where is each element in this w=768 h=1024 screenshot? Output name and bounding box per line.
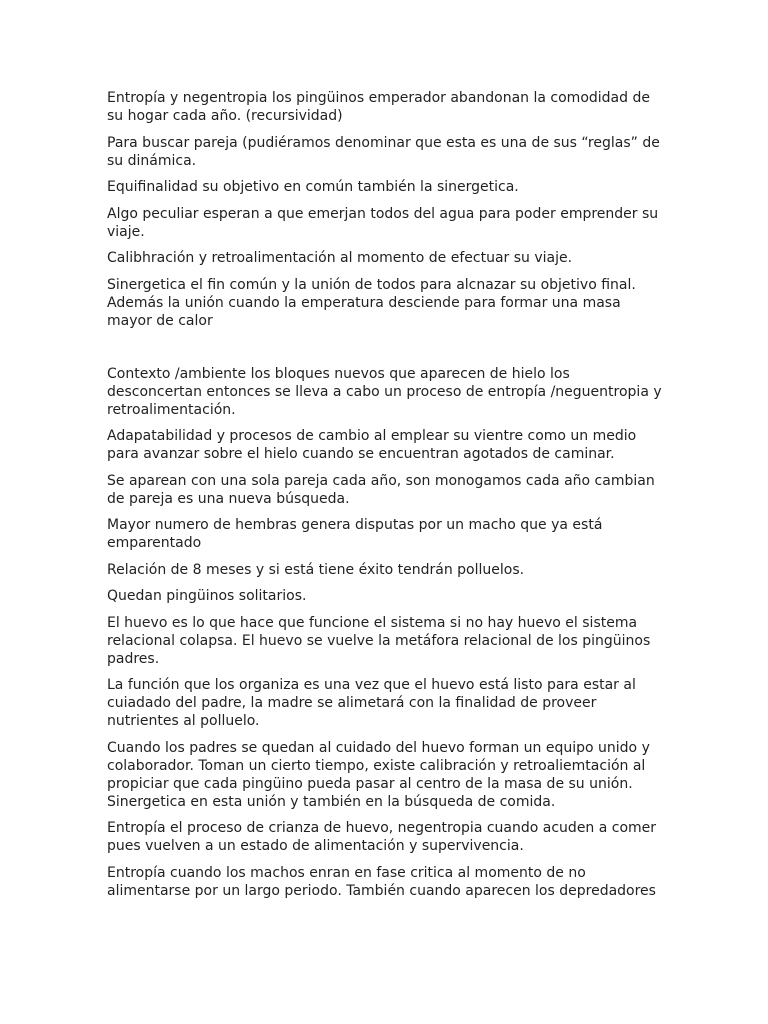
- paragraph: Para buscar pareja (pudiéramos denominar que esta es una de sus “reglas” de su dinámica.: [107, 134, 660, 169]
- paragraph: La función que los organiza es una vez que el huevo está listo para estar al cuiadado del padre, la madre se alimetará con la finalidad de proveer nutrientes al polluelo.: [107, 677, 636, 729]
- paragraph: Entropía y negentropia los pingüinos emperador abandonan la comodidad de su hogar cada año. (recursividad): [107, 90, 650, 124]
- paragraph: Cuando los padres se quedan al cuidado del huevo forman un equipo unido y colaborador. Toman un cierto tiempo, existe calibración y retroaliemtación al propiciar que cada pingüino pueda pasar al centro de la masa de su unión. Sinergetica en esta unión y también en la búsqueda de comida.: [107, 739, 650, 810]
- paragraph: Adapatabilidad y procesos de cambio al emplear su vientre como un medio para avanzar sobre el hielo cuando se encuentran agotados de caminar.: [107, 428, 637, 462]
- paragraph: Entropía el proceso de crianza de huevo, negentropia cuando acuden a comer pues vuelven a un estado de alimentación y supervivencia.: [107, 820, 657, 854]
- paragraph: Contexto /ambiente los bloques nuevos que aparecen de hielo los desconcertan entonces se lleva a cabo un proceso de entropía /neguentropia y retroalimentación.: [107, 365, 662, 418]
- paragraph: Entropía cuando los machos enran en fase critica al momento de no alimentarse por un largo periodo. También cuando aparecen los depredadores: [107, 864, 656, 899]
- paragraph: Mayor numero de hembras genera disputas por un macho que ya está emparentado: [107, 517, 603, 551]
- paragraph: Sinergetica el fin común y la unión de todos para alcnazar su objetivo final. Además la unión cuando la emperatura desciende para formar una masa mayor de calor: [107, 276, 636, 329]
- paragraph: Se aparean con una sola pareja cada año, son monogamos cada año cambian de pareja es una nueva búsqueda.: [107, 472, 655, 507]
- empty-paragraph: [107, 338, 663, 356]
- paragraph: Calibhración y retroalimentación al momento de efectuar su viaje.: [107, 250, 573, 266]
- document-body: [107, 89, 663, 908]
- paragraph: El huevo es lo que hace que funcione el sistema si no hay huevo el sistema relacional colapsa. El huevo se vuelve la metáfora relacional de los pingüinos padres.: [107, 614, 651, 667]
- paragraph: Quedan pingüinos solitarios.: [107, 588, 307, 604]
- paragraph: Relación de 8 meses y si está tiene éxito tendrán polluelos.: [107, 561, 525, 578]
- paragraph: Algo peculiar esperan a que emerjan todos del agua para poder emprender su viaje.: [107, 205, 659, 240]
- paragraph: Equifinalidad su objetivo en común también la sinergetica.: [107, 179, 519, 195]
